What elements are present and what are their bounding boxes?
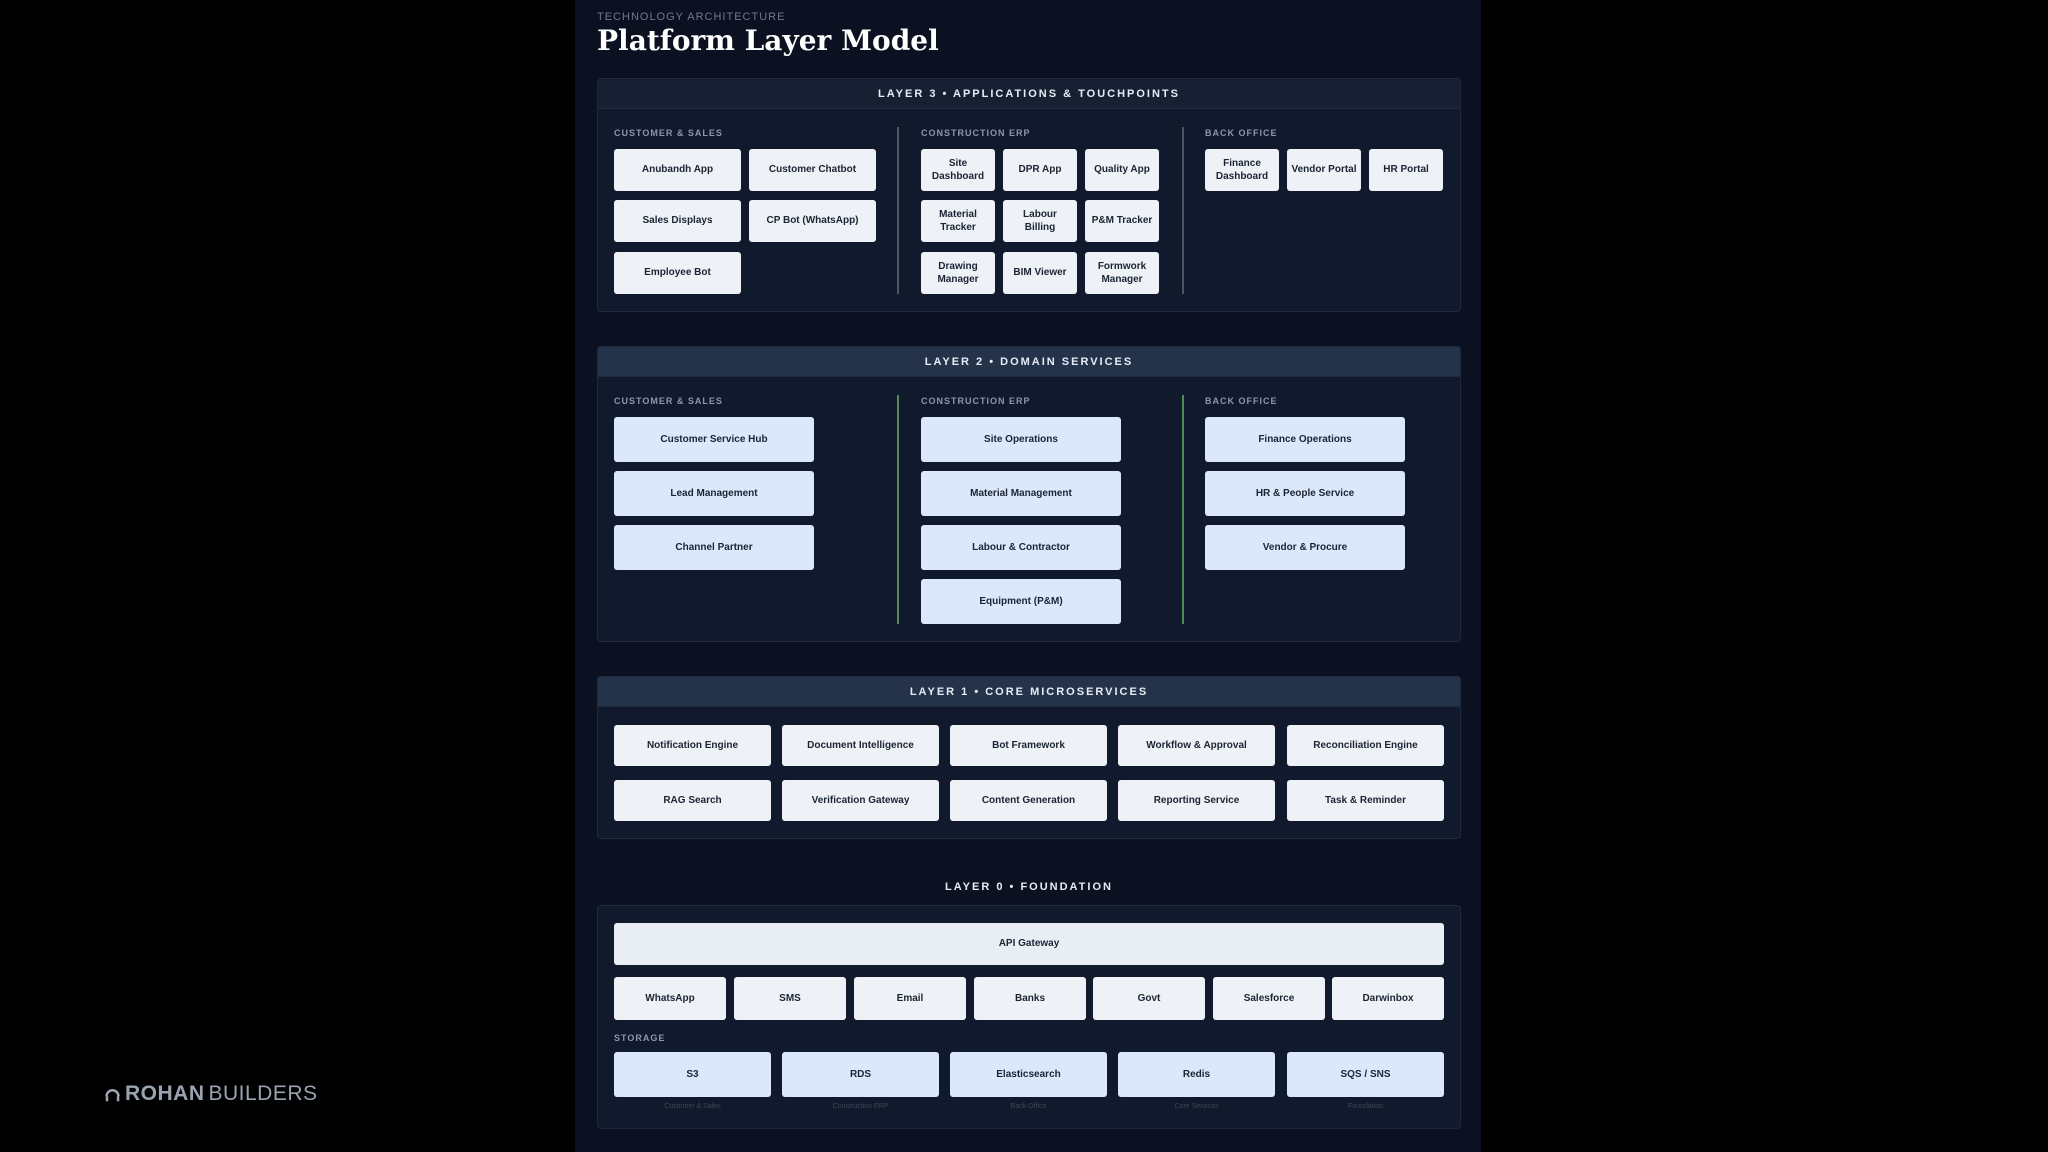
service-box: Vendor & Procure	[1205, 525, 1405, 570]
app-box: Material Tracker	[921, 200, 995, 242]
legend-caption: Customer & Sales	[664, 1103, 721, 1110]
integration-box: Banks	[974, 977, 1086, 1020]
microservice-box: Document Intelligence	[782, 725, 939, 766]
group-divider	[897, 395, 899, 624]
app-box: Quality App	[1085, 149, 1159, 191]
microservice-box: Content Generation	[950, 780, 1107, 821]
storage-box: Redis	[1118, 1052, 1275, 1097]
brand-logo	[104, 1082, 318, 1106]
section-eyebrow: TECHNOLOGY ARCHITECTURE	[597, 11, 786, 23]
app-box: Site Dashboard	[921, 149, 995, 191]
layer3-title: LAYER 3 • APPLICATIONS & TOUCHPOINTS	[598, 79, 1460, 109]
app-box: HR Portal	[1369, 149, 1443, 191]
app-box: CP Bot (WhatsApp)	[749, 200, 876, 242]
storage-box: RDS	[782, 1052, 939, 1097]
legend-caption: Core Services	[1174, 1103, 1219, 1110]
app-box: Anubandh App	[614, 149, 741, 191]
microservice-box: Notification Engine	[614, 725, 771, 766]
integration-box: Salesforce	[1213, 977, 1325, 1020]
app-box: Customer Chatbot	[749, 149, 876, 191]
group-divider	[1182, 395, 1184, 624]
storage-box: SQS / SNS	[1287, 1052, 1444, 1097]
microservice-box: Bot Framework	[950, 725, 1107, 766]
storage-box: Elasticsearch	[950, 1052, 1107, 1097]
microservice-box: Reporting Service	[1118, 780, 1275, 821]
app-box: Employee Bot	[614, 252, 741, 294]
storage-box: S3	[614, 1052, 771, 1097]
brand-name-light: BUILDERS	[208, 1082, 318, 1105]
app-box: Formwork Manager	[1085, 252, 1159, 294]
app-box: Labour Billing	[1003, 200, 1077, 242]
layer3-group-label: BACK OFFICE	[1205, 128, 1278, 138]
integration-box: SMS	[734, 977, 846, 1020]
layer3-group-label: CONSTRUCTION ERP	[921, 128, 1031, 138]
integration-box: Govt	[1093, 977, 1205, 1020]
layer2-title: LAYER 2 • DOMAIN SERVICES	[598, 347, 1460, 377]
app-box: DPR App	[1003, 149, 1077, 191]
microservice-box: Task & Reminder	[1287, 780, 1444, 821]
layer1-title: LAYER 1 • CORE MICROSERVICES	[598, 677, 1460, 707]
service-box: Lead Management	[614, 471, 814, 516]
service-box: Customer Service Hub	[614, 417, 814, 462]
page-title: Platform Layer Model	[597, 24, 939, 57]
group-divider	[1182, 127, 1184, 294]
app-box: Drawing Manager	[921, 252, 995, 294]
brand-name-bold: ROHAN	[125, 1082, 205, 1105]
app-box: Finance Dashboard	[1205, 149, 1279, 191]
layer2-group-label: CONSTRUCTION ERP	[921, 396, 1031, 406]
integration-box: Email	[854, 977, 966, 1020]
microservice-box: RAG Search	[614, 780, 771, 821]
app-box: Vendor Portal	[1287, 149, 1361, 191]
layer3-group-label: CUSTOMER & SALES	[614, 128, 723, 138]
service-box: Equipment (P&M)	[921, 579, 1121, 624]
brand-mark-icon	[104, 1086, 121, 1103]
service-box: Channel Partner	[614, 525, 814, 570]
service-box: Labour & Contractor	[921, 525, 1121, 570]
group-divider	[897, 127, 899, 294]
legend-caption: Foundation	[1347, 1103, 1384, 1110]
integration-box: Darwinbox	[1332, 977, 1444, 1020]
app-box: Sales Displays	[614, 200, 741, 242]
microservice-box: Verification Gateway	[782, 780, 939, 821]
layer2-group-label: BACK OFFICE	[1205, 396, 1278, 406]
integration-box: WhatsApp	[614, 977, 726, 1020]
microservice-box: Workflow & Approval	[1118, 725, 1275, 766]
layer2-group-label: CUSTOMER & SALES	[614, 396, 723, 406]
layer0-title: LAYER 0 • FOUNDATION	[945, 881, 1113, 893]
service-box: Material Management	[921, 471, 1121, 516]
storage-label: STORAGE	[614, 1033, 666, 1043]
microservice-box: Reconciliation Engine	[1287, 725, 1444, 766]
service-box: Site Operations	[921, 417, 1121, 462]
legend-caption: Back Office	[1010, 1103, 1047, 1110]
app-box: P&M Tracker	[1085, 200, 1159, 242]
api-gateway-box: API Gateway	[614, 923, 1444, 965]
service-box: HR & People Service	[1205, 471, 1405, 516]
app-box: BIM Viewer	[1003, 252, 1077, 294]
service-box: Finance Operations	[1205, 417, 1405, 462]
legend-caption: Construction ERP	[832, 1103, 889, 1110]
